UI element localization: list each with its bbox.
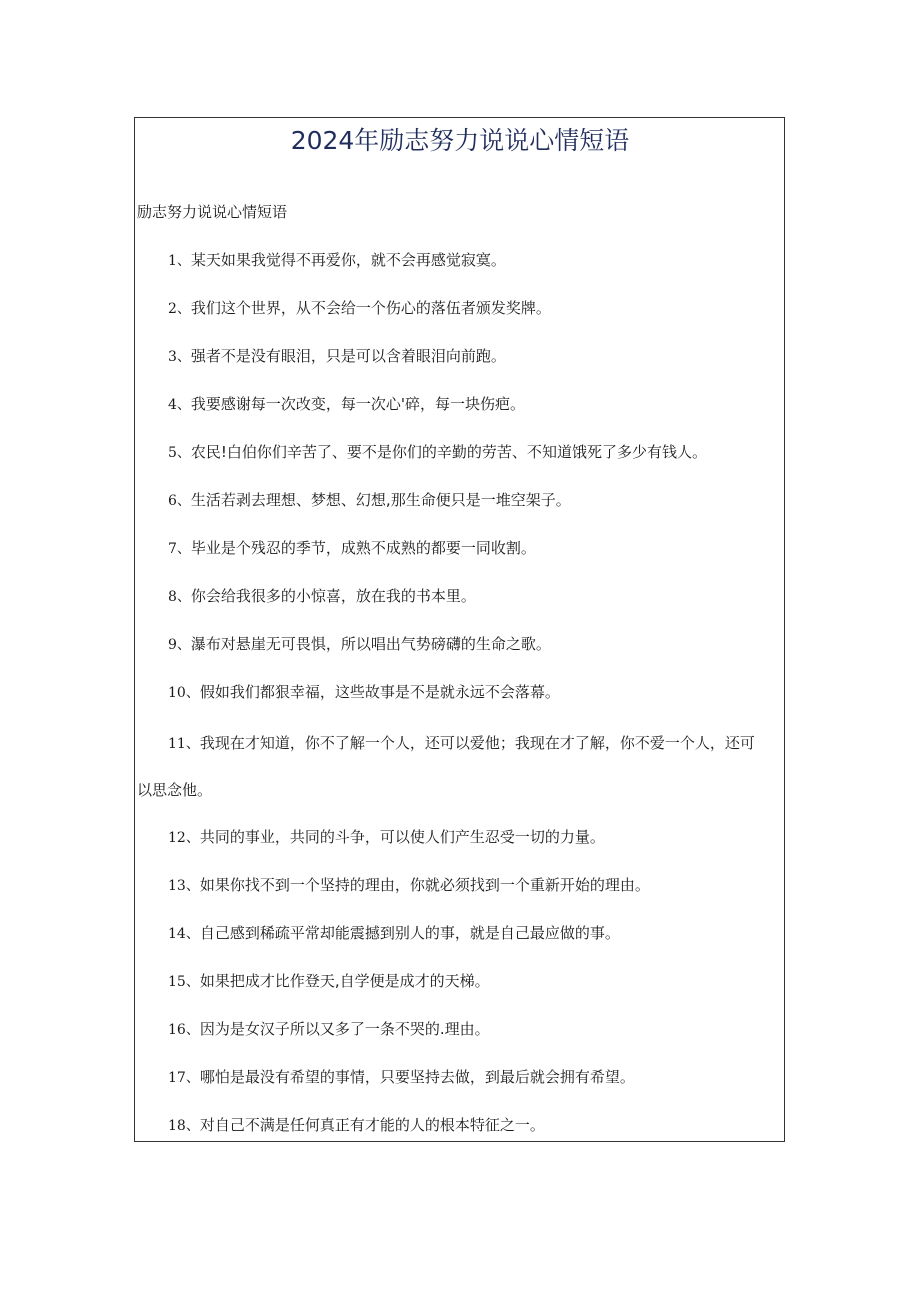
list-item (168, 586, 476, 607)
item-number: 7、 (168, 541, 191, 557)
item-text: 共同的事业，共同的斗争，可以使人们产生忍受一切的力量。 (199, 828, 605, 846)
item-text: 生活若剥去理想、梦想、幻想,那生命便只是一堆空架子。 (190, 491, 571, 509)
item-number: 18、 (168, 1118, 200, 1134)
item-text: 毕业是个残忍的季节，成熟不成熟的都要一同收割。 (190, 539, 536, 557)
item-text: 因为是女汉子所以又多了一条不哭的.理由。 (199, 1020, 490, 1038)
item-text: 对自己不满是任何真正有才能的人的根本特征之一。 (199, 1116, 545, 1134)
item-number: 13、 (168, 878, 200, 894)
list-item (168, 971, 490, 992)
item-text: 如果把成才比作登天,自学便是成才的天梯。 (199, 972, 490, 990)
item-number: 11、 (168, 736, 200, 752)
item-text: 强者不是没有眼泪，只是可以含着眼泪向前跑。 (190, 347, 506, 365)
item-text: 瀑布对悬崖无可畏惧，所以唱出气势磅礴的生命之歌。 (190, 635, 551, 653)
item-text: 如果你找不到一个坚持的理由，你就必须找到一个重新开始的理由。 (199, 876, 650, 894)
list-item (168, 490, 571, 511)
list-item (168, 442, 707, 463)
list-item (168, 682, 560, 703)
item-number: 15、 (168, 974, 200, 990)
item-number: 2、 (168, 301, 191, 317)
item-text: 农民!白伯你们辛苦了、要不是你们的辛勤的劳苦、不知道饿死了多少有钱人。 (190, 443, 707, 461)
item-number: 16、 (168, 1022, 200, 1038)
item-number: 17、 (168, 1070, 200, 1086)
item-number: 8、 (168, 589, 191, 605)
list-item (168, 394, 525, 415)
list-item (168, 827, 605, 848)
item-number: 4、 (168, 397, 191, 413)
item-number: 10、 (168, 685, 200, 701)
list-item (168, 250, 506, 271)
list-item (168, 298, 551, 319)
item-number: 3、 (168, 349, 191, 365)
item-text: 哪怕是最没有希望的事情，只要坚持去做，到最后就会拥有希望。 (199, 1068, 635, 1086)
item-text: 某天如果我觉得不再爱你，就不会再感觉寂寞。 (190, 251, 506, 269)
list-item (168, 875, 650, 896)
item-text: 我现在才知道，你不了解一个人，还可以爱他；我现在才了解，你不爱一个人，还可 (199, 734, 755, 752)
list-item (168, 346, 506, 367)
item-text: 我们这个世界，从不会给一个伤心的落伍者颁发奖牌。 (190, 299, 551, 317)
document-title: 2024年励志努力说说心情短语 (290, 126, 630, 155)
item-text: 你会给我很多的小惊喜，放在我的书本里。 (190, 587, 476, 605)
item-text: 自己感到稀疏平常却能震撼到别人的事，就是自己最应做的事。 (199, 924, 620, 942)
item-number: 9、 (168, 637, 191, 653)
list-item (168, 923, 620, 944)
item-number: 12、 (168, 830, 200, 846)
list-item (168, 733, 755, 754)
item-number: 6、 (168, 493, 191, 509)
list-item (168, 538, 536, 559)
item-text: 假如我们都狠幸福，这些故事是不是就永远不会落幕。 (199, 683, 560, 701)
item-number: 14、 (168, 926, 200, 942)
list-item (168, 1019, 490, 1040)
list-item-continuation: 以思念他。 (137, 781, 213, 799)
item-number: 5、 (168, 445, 191, 461)
item-text: 我要感谢每一次改变，每一次心'碎，每一块伤疤。 (190, 395, 526, 413)
list-item (168, 634, 551, 655)
item-number: 1、 (168, 253, 191, 269)
document-subtitle: 励志努力说说心情短语 (137, 203, 288, 221)
list-item (168, 1115, 545, 1136)
list-item (168, 1067, 635, 1088)
